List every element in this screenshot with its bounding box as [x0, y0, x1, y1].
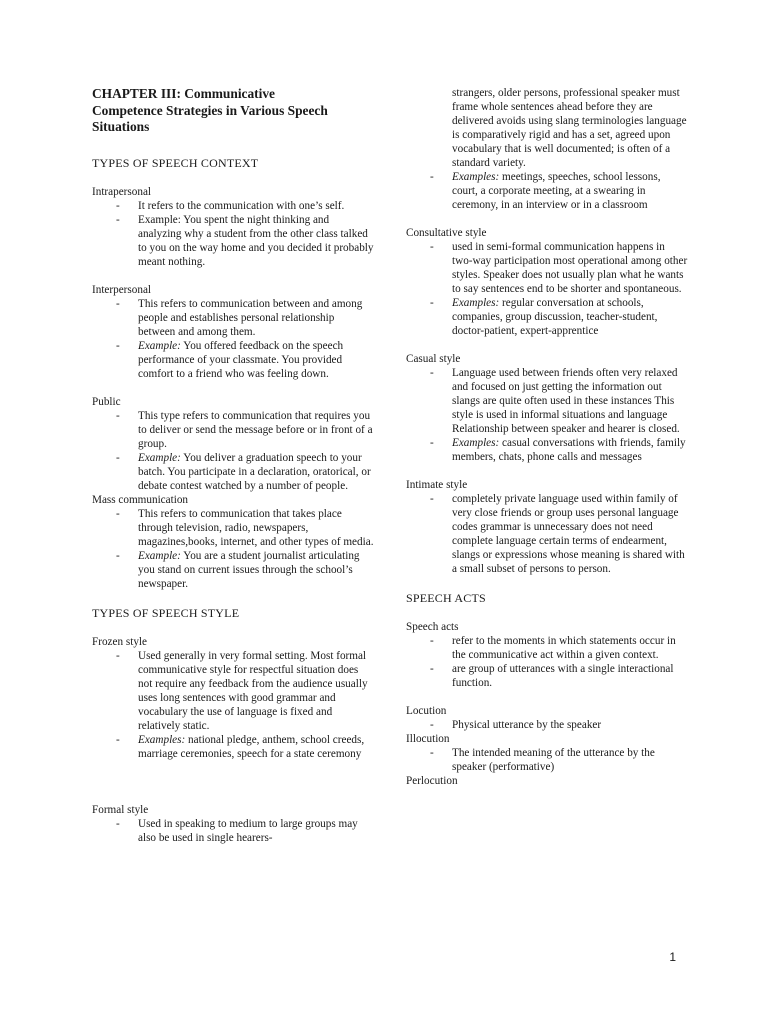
example-label: Examples:: [452, 437, 500, 449]
bullet-dash: -: [116, 451, 120, 464]
example-label: Example:: [138, 339, 181, 352]
interpersonal-heading: Interpersonal: [92, 283, 152, 296]
bullet-dash: -: [116, 817, 120, 830]
speech-acts-list: [406, 634, 688, 690]
bullet-dash: -: [430, 493, 434, 505]
list-item: [406, 662, 688, 690]
consultative-style-list: [406, 240, 688, 338]
example-label: Examples:: [452, 171, 500, 183]
bullet-dash: -: [116, 199, 120, 212]
example-label: Examples:: [138, 733, 186, 746]
formal-style-list: [92, 817, 374, 845]
intimate-style-section: [406, 478, 688, 576]
list-item: [406, 634, 688, 662]
bullet-dash: -: [430, 171, 434, 183]
mass-communication-list: [92, 507, 374, 591]
speech-acts-heading: SPEECH ACTS: [406, 591, 486, 605]
example-label: Example:: [138, 451, 181, 464]
bullet-dash: -: [116, 339, 120, 352]
list-item: [92, 297, 374, 339]
casual-style-section: [406, 352, 688, 464]
bullet-text: Language used between friends often very relaxed and focused on just getting the information out slangs are quite often used in these instances This style is used in informal situations and language Relationship between speaker and hearer is closed.: [452, 367, 680, 435]
bullet-text: strangers, older persons, professional speaker must frame whole sentences ahead before they are delivered avoids using slang terminologies language is comparatively rigid and has a set, agreed upon vocabulary that is well documented; is often of a standard variety.: [452, 87, 687, 169]
bullet-text: national pledge, anthem, school creeds, marriage ceremonies, speech for a state ceremony: [138, 733, 365, 760]
bullet-text: You deliver a graduation speech to your batch. You participate in a declaration, oratorical, or debate contest watched by a number of people.: [138, 451, 371, 492]
interpersonal-list: [92, 297, 374, 381]
speech-acts-subheading: Speech acts: [406, 621, 459, 633]
types-of-speech-style-heading: TYPES OF SPEECH STYLE: [92, 605, 240, 620]
bullet-dash: -: [116, 213, 120, 226]
locution-heading: Locution: [406, 705, 447, 717]
illocution-list: [406, 746, 688, 774]
bullet-dash: -: [116, 297, 120, 310]
frozen-style-list: [92, 649, 374, 761]
bullet-text: refer to the moments in which statements occur in the communicative act within a given context.: [452, 635, 676, 661]
bullet-text: You offered feedback on the speech performance of your classmate. You provided comfort to a friend who was feeling down.: [138, 339, 344, 380]
formal-style-heading: Formal style: [92, 803, 149, 816]
frozen-style-heading: Frozen style: [92, 635, 147, 648]
bullet-text: are group of utterances with a single interactional function.: [452, 663, 674, 689]
bullet-text: regular conversation at schools, companies, group discussion, teacher-student, doctor-patient, expert-apprentice: [452, 297, 658, 337]
bullet-dash: -: [430, 635, 434, 647]
formal-style-section: [92, 803, 374, 845]
example-label: Examples:: [452, 297, 500, 309]
bullet-dash: -: [430, 241, 434, 253]
bullet-text: You are a student journalist articulating you stand on current issues through the school’s newspaper.: [138, 549, 360, 590]
bullet-dash: -: [116, 409, 120, 422]
intrapersonal-heading: Intrapersonal: [92, 185, 152, 198]
public-section: [92, 395, 374, 493]
list-item: [92, 213, 374, 269]
bullet-text: Used generally in very formal setting. Most formal communicative style for respectful situation does not require any feedback from the audience usually uses long sentences with good grammar and vocabulary the use of language is fixed and relatively static.: [138, 649, 368, 732]
list-item: [406, 746, 688, 774]
bullet-dash: -: [430, 297, 434, 309]
left-column: [92, 86, 374, 845]
consultative-style-section: [406, 226, 688, 338]
bullet-dash: -: [430, 747, 434, 759]
bullet-text: Used in speaking to medium to large groups may also be used in single hearers-: [138, 817, 358, 844]
list-item: [406, 366, 688, 436]
list-item: [92, 451, 374, 493]
frozen-style-section: [92, 635, 374, 761]
locution-section: [406, 704, 688, 732]
mass-communication-section: [92, 493, 374, 591]
speech-acts-section: [406, 620, 688, 690]
illocution-section: [406, 732, 688, 774]
bullet-text: This refers to communication between and among people and establishes personal relationship between and among them.: [138, 297, 363, 338]
perlocution-heading: Perlocution: [406, 775, 458, 787]
chapter-title-line-1: CHAPTER III: Communicative: [92, 86, 276, 101]
chapter-title: [92, 86, 374, 136]
bullet-dash: -: [430, 663, 434, 675]
example-label: Example:: [138, 549, 181, 562]
public-heading: Public: [92, 395, 121, 408]
intrapersonal-list: [92, 199, 374, 269]
page-number: 1: [669, 950, 676, 964]
intrapersonal-section: [92, 185, 374, 269]
interpersonal-section: [92, 283, 374, 381]
locution-list: [406, 718, 688, 732]
bullet-text: used in semi-formal communication happens in two-way participation most operational among other styles. Speaker does not usually plan what he wants to say sentences end to be shorter and spontaneous.: [452, 241, 688, 295]
list-item: [406, 170, 688, 212]
chapter-title-line-3: Situations: [92, 119, 150, 134]
bullet-text: casual conversations with friends, family members, chats, phone calls and messages: [452, 437, 686, 463]
list-item: [92, 549, 374, 591]
list-item: [406, 436, 688, 464]
list-item: [406, 492, 688, 576]
bullet-dash: -: [116, 549, 120, 562]
bullet-text: This type refers to communication that requires you to deliver or send the message before or in front of a group.: [138, 409, 373, 450]
right-column: [406, 86, 688, 788]
bullet-dash: -: [430, 437, 434, 449]
list-item: [406, 86, 688, 170]
bullet-dash: -: [116, 507, 120, 520]
bullet-dash: -: [116, 733, 120, 746]
list-item: [92, 199, 374, 213]
casual-style-list: [406, 366, 688, 464]
bullet-text: It refers to the communication with one’s self.: [138, 199, 345, 212]
spacer: [92, 761, 374, 803]
list-item: [92, 409, 374, 451]
list-item: [406, 718, 688, 732]
bullet-text: Physical utterance by the speaker: [452, 719, 602, 731]
bullet-text: meetings, speeches, school lessons, court, a corporate meeting, at a swearing in ceremony, in an interview or in a classroom: [452, 171, 661, 211]
bullet-text: This refers to communication that takes place through television, radio, newspapers, magazines,books, internet, and other types of media.: [138, 507, 374, 548]
bullet-dash: -: [430, 719, 434, 731]
bullet-dash: -: [116, 649, 120, 662]
types-of-speech-context-heading: TYPES OF SPEECH CONTEXT: [92, 155, 259, 170]
chapter-title-line-2: Competence Strategies in Various Speech: [92, 102, 328, 118]
list-item: [92, 507, 374, 549]
list-item: [92, 817, 374, 845]
public-list: [92, 409, 374, 493]
casual-style-heading: Casual style: [406, 353, 461, 365]
list-item: [92, 649, 374, 733]
formal-style-list-continued: [406, 86, 688, 212]
list-item: [406, 296, 688, 338]
perlocution-section: [406, 774, 688, 788]
formal-style-continued: [406, 86, 688, 212]
intimate-style-list: [406, 492, 688, 576]
intimate-style-heading: Intimate style: [406, 479, 468, 491]
mass-communication-heading: Mass communication: [92, 493, 189, 506]
bullet-text: Example: You spent the night thinking and analyzing why a student from the other class talked to you on the way home and you decided it probably meant nothing.: [138, 213, 374, 268]
bullet-text: The intended meaning of the utterance by the speaker (performative): [452, 747, 655, 773]
list-item: [406, 240, 688, 296]
bullet-text: completely private language used within family of very close friends or group uses personal language codes grammar is unnecessary does not need complete language certain terms of endearment, slangs or expressions whose meaning is shared with a small subset of persons to person.: [452, 493, 685, 575]
illocution-heading: Illocution: [406, 733, 450, 745]
consultative-style-heading: Consultative style: [406, 227, 487, 239]
list-item: [92, 339, 374, 381]
bullet-dash: -: [430, 367, 434, 379]
list-item: [92, 733, 374, 761]
